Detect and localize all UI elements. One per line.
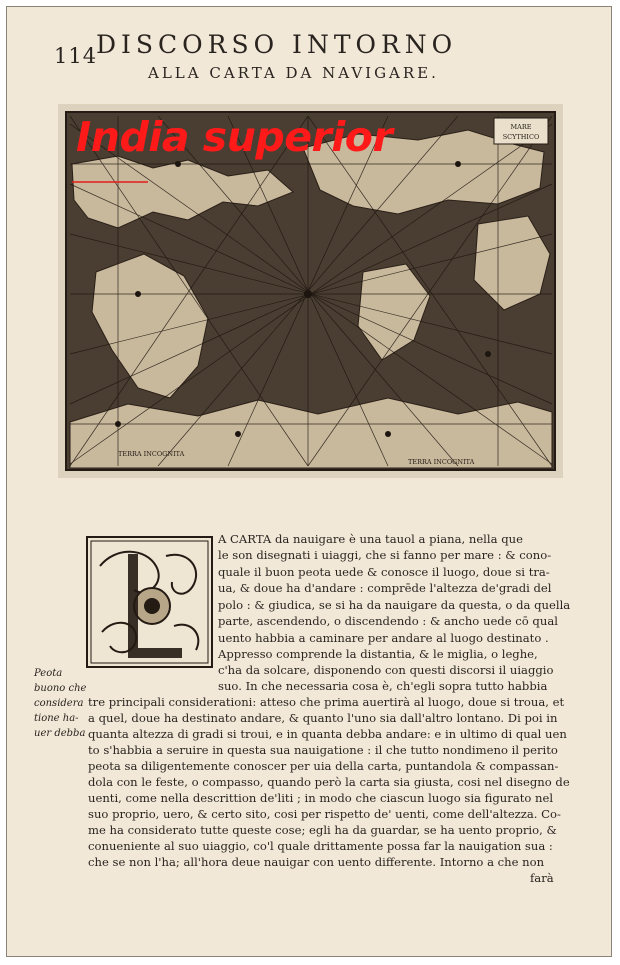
margin-note — [34, 666, 86, 741]
margin-note-line: buono che — [34, 683, 87, 694]
drop-cap-ornament — [86, 536, 213, 668]
body-line: dola con le feste, o compasso, quando però la carta sia giusta, cosi nel disegno de — [88, 775, 570, 789]
map-overlay-title: India superior — [76, 113, 393, 161]
body-line: quanta altezza di gradi si troui, e in quanta debba andare: e in ultimo di qual uen — [88, 727, 567, 741]
margin-note-line: Peota — [34, 668, 63, 679]
page-title: DISCORSO INTORNO — [96, 30, 458, 59]
map-label-terra-incognita-2: TERRA INCOGNITA — [408, 458, 475, 466]
body-line: tre principali considerationi: atteso che prima auertirà al luogo, doue si troua, et — [88, 695, 565, 709]
body-line: quale il buon peota uede & conosce il luogo, doue si tra- — [218, 565, 550, 579]
body-line: parte, ascendendo, o discendendo : & ancho uede cō qual — [218, 614, 558, 628]
body-line: A CARTA da nauigare è una tauol a piana, nella que — [218, 532, 523, 546]
body-line: peota sa diligentemente conoscer per uia della carta, puntandola & compassan- — [88, 759, 559, 773]
catchword: farà — [530, 871, 554, 885]
body-line: suo. In che necessaria cosa è, ch'egli sopra tutto habbia — [218, 679, 548, 693]
margin-note-line: considera — [34, 698, 84, 709]
body-line: c'ha da solcare, disponendo con questi discorsi il uiaggio — [218, 663, 554, 677]
map-label-terra-incognita-1: TERRA INCOGNITA — [118, 450, 185, 458]
map-label-scythico: SCYTHICO — [502, 133, 540, 141]
body-line: Appresso comprende la distantia, & le miglia, o leghe, — [218, 647, 538, 661]
body-line: polo : & giudica, se si ha da nauigare da questa, o da quella — [218, 598, 571, 612]
body-line: me ha considerato tutte queste cose; egli ha da guardar, se ha uento proprio, & — [88, 823, 557, 837]
body-line: che se non l'ha; all'hora deue nauigar con uento differente. Intorno a che non — [88, 855, 545, 869]
page-subtitle: ALLA CARTA DA NAVIGARE. — [148, 64, 439, 82]
body-line: suo proprio, uero, & certo sito, cosi per rispetto de' uenti, come dell'altezza. Co- — [88, 807, 561, 821]
body-line: conueniente al suo uiaggio, co'l quale drittamente possa far la nauigation sua : — [88, 839, 553, 853]
body-line: le son disegnati i uiaggi, che si fanno per mare : & cono- — [218, 548, 552, 562]
body-line: to s'habbia a seruire in questa sua nauigatione : il che tutto nondimeno il perito — [88, 743, 558, 757]
body-line: a quel, doue ha destinato andare, & quanto l'uno sia dall'altro lontano. Di poi in — [88, 711, 558, 725]
margin-note-line: tione ha- — [34, 713, 79, 724]
map-label-mare: MARE — [510, 123, 532, 131]
body-line: uenti, come nella descrittion de'liti ; in modo che ciascun luogo sia figurato nel — [88, 791, 554, 805]
page-number: 114 — [54, 44, 98, 68]
margin-note-line: uer debba — [34, 728, 86, 739]
body-line: ua, & doue ha d'andare : comprēde l'altezza de'gradi del — [218, 581, 552, 595]
body-line: uento habbia a caminare per andare al luogo destinato . — [218, 631, 549, 645]
